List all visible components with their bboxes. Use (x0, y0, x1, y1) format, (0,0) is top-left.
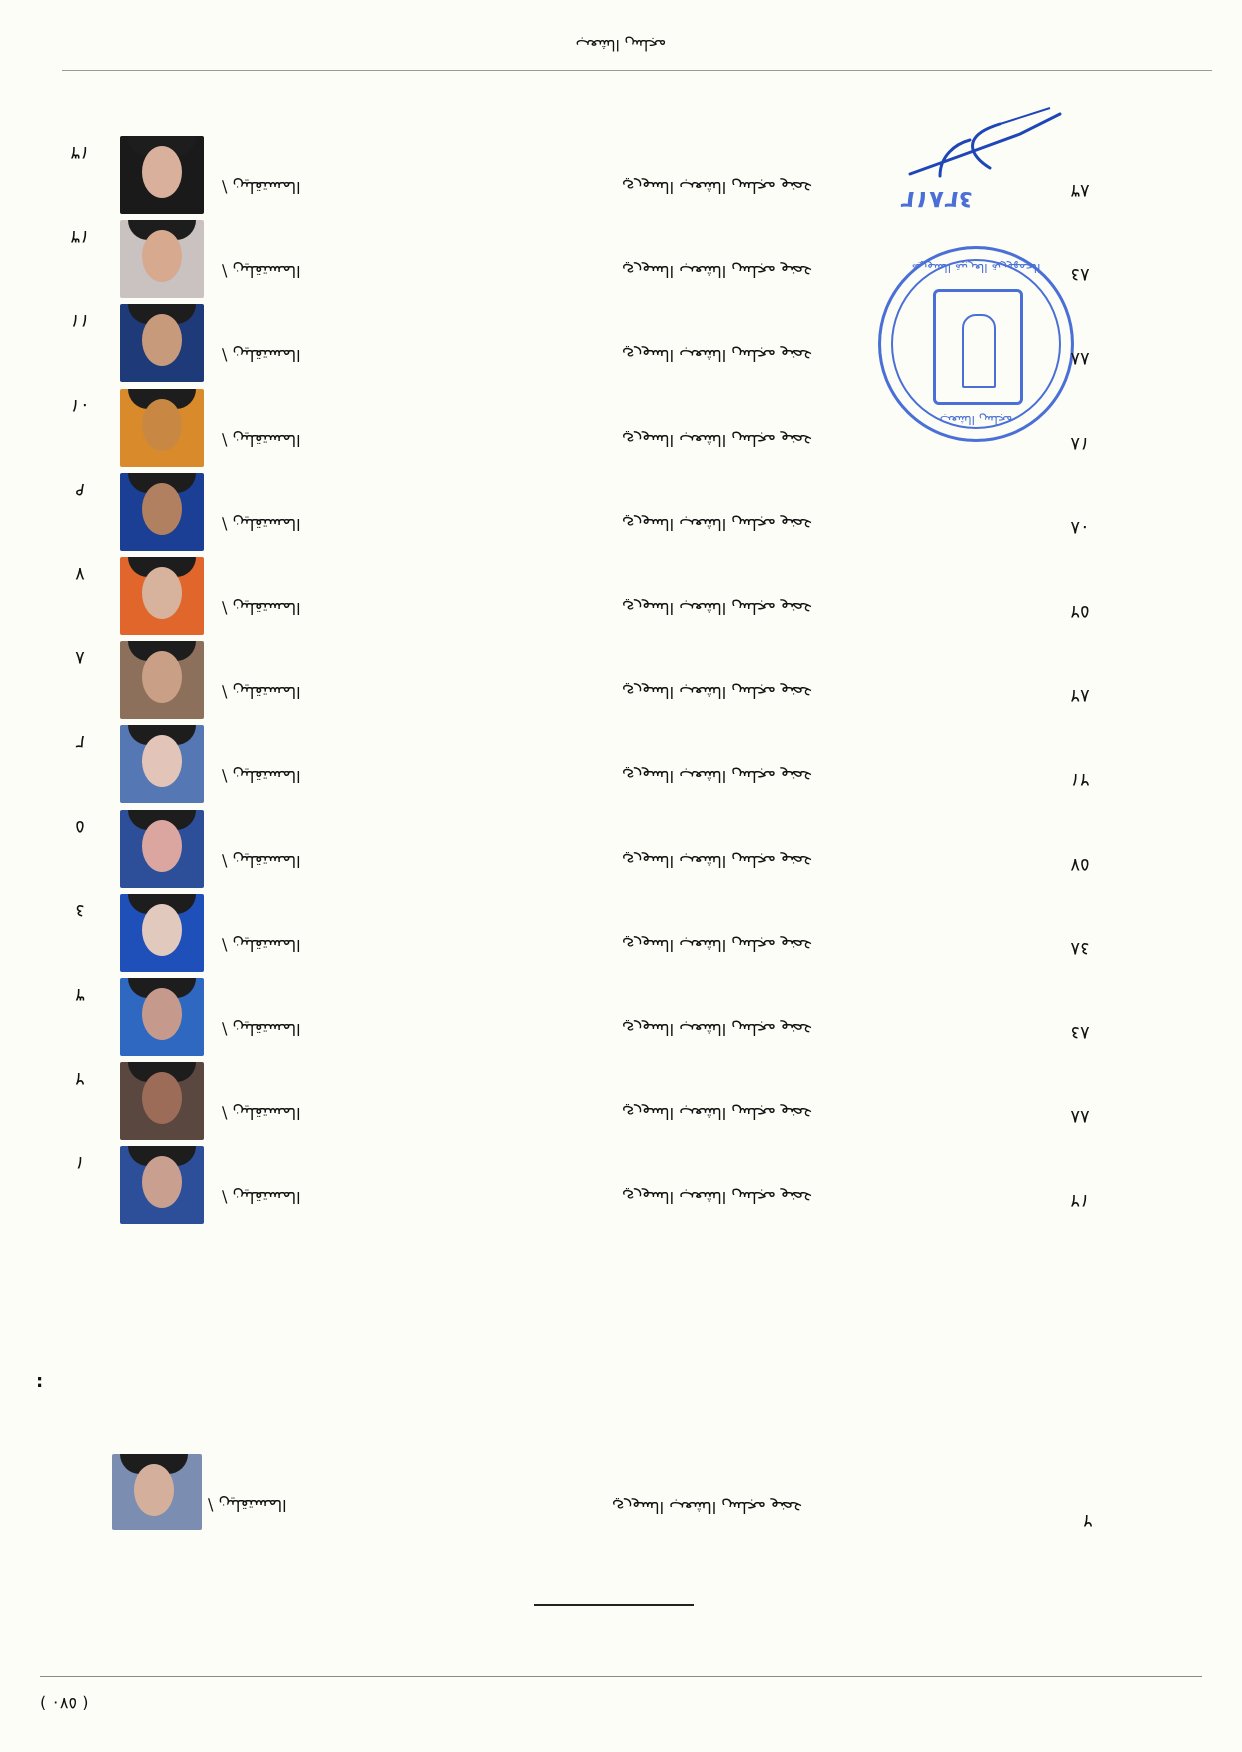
photo-face-shape (142, 651, 182, 703)
member-photo (120, 304, 204, 382)
member-role: / المستقلين (222, 599, 301, 618)
member-code: ٤٨ (1070, 1022, 1090, 1043)
member-code: ٣٨ (1070, 180, 1090, 201)
photo-face-shape (142, 567, 182, 619)
stamp-number: ٦١٨٦٤ (900, 186, 974, 214)
row-sequence-number: ٥ (75, 815, 85, 837)
member-code: ٢٥ (1070, 601, 1090, 622)
member-code: ٨٨ (1070, 348, 1090, 370)
row-sequence-number: ٢ (75, 1068, 85, 1090)
member-photo (120, 1062, 204, 1140)
row-sequence-number: ٣١ (70, 226, 90, 248)
member-org: عضو مجلس الشعب السوري (622, 430, 813, 450)
member-code: ٢٨ (1070, 685, 1090, 707)
bottom-rule (40, 1676, 1202, 1677)
row-sequence-number: ٣ (75, 984, 85, 1005)
photo-face-shape (142, 146, 182, 198)
member-row (0, 978, 1242, 1072)
member-role: / المستقلين (222, 178, 301, 197)
running-head: مجلس الشعب (575, 36, 667, 54)
member-role: / المستقلين (222, 683, 301, 703)
member-org: عضو مجلس الشعب السوري (622, 683, 813, 703)
member-photo (120, 641, 204, 719)
photo-face-shape (142, 399, 182, 451)
member-org: عضو مجلس الشعب السوري (622, 1104, 813, 1124)
row-sequence-number: ١١ (70, 310, 90, 332)
member-org: عضو مجلس الشعب السوري (622, 935, 813, 955)
member-code: ٤٨ (1070, 264, 1090, 286)
top-rule (62, 70, 1212, 71)
member-org: عضو مجلس الشعب السوري (622, 1020, 813, 1039)
member-code: ٧٥ (1070, 853, 1090, 875)
note-line: : (36, 1372, 44, 1393)
member-role: / المستقلين (222, 262, 301, 282)
member-photo (120, 810, 204, 888)
member-row (0, 810, 1242, 904)
photo-face-shape (134, 1464, 174, 1516)
member-photo (120, 894, 204, 972)
member-row (0, 641, 1242, 735)
member-org: عضو مجلس الشعب السوري (622, 851, 813, 871)
photo-face-shape (142, 988, 182, 1040)
photo-face-shape (142, 230, 182, 282)
member-role: / المستقلين (222, 851, 301, 871)
member-row (0, 557, 1242, 651)
member-photo (120, 725, 204, 803)
member-photo (120, 1146, 204, 1224)
row-sequence-number: ٣١ (70, 142, 90, 163)
member-role: / المستقلين (222, 1104, 301, 1124)
photo-face-shape (142, 820, 182, 872)
footer-left: ( ٠٧٥ ) (40, 1694, 89, 1713)
member-code: ٨٨ (1070, 1106, 1090, 1128)
member-photo (120, 978, 204, 1056)
signatory-rule (534, 1604, 694, 1606)
row-sequence-number: ٦ (75, 731, 85, 753)
member-row (0, 1146, 1242, 1240)
member-org: عضو مجلس الشعب السوري (622, 1188, 813, 1208)
member-code: ٨٠ (1070, 516, 1090, 538)
member-role: / المستقلين (222, 430, 301, 450)
member-code: ٨١ (1070, 432, 1090, 454)
member-row (0, 894, 1242, 988)
member-row (0, 220, 1242, 314)
photo-face-shape (142, 904, 182, 956)
photo-face-shape (142, 735, 182, 787)
member-row (0, 725, 1242, 819)
member-org: عضو مجلس الشعب السوري (622, 346, 813, 366)
member-role: / المستقلين (222, 346, 301, 366)
row-sequence-number: ٨ (75, 647, 85, 669)
row-sequence-number: ٤ (75, 899, 85, 921)
member-photo (120, 389, 204, 467)
final-member-row (0, 1452, 1242, 1552)
row-sequence-number: ٩ (75, 478, 85, 500)
member-org: عضو مجلس الشعب السوري (622, 178, 813, 197)
row-sequence-number: ١٠ (70, 394, 90, 416)
member-row (0, 473, 1242, 567)
member-code: ٢ (1083, 1510, 1093, 1531)
member-role: / المستقلين (208, 1496, 287, 1515)
member-photo (120, 557, 204, 635)
member-role: / المستقلين (222, 514, 301, 534)
member-org: عضو مجلس الشعب السوري (622, 262, 813, 282)
member-org: عضو مجلس الشعب السوري (622, 767, 813, 787)
member-row (0, 389, 1242, 483)
photo-face-shape (142, 314, 182, 366)
member-role: / المستقلين (222, 1020, 301, 1039)
member-code: ٢١ (1070, 1190, 1090, 1212)
photo-face-shape (142, 483, 182, 535)
member-row (0, 1062, 1242, 1156)
member-row (0, 136, 1242, 230)
member-role: / المستقلين (222, 1188, 301, 1208)
member-code: ١٢ (1070, 769, 1090, 791)
member-org: عضو مجلس الشعب السوري (622, 599, 813, 618)
member-photo (120, 136, 204, 214)
member-org: عضو مجلس الشعب السوري (622, 514, 813, 534)
member-code: ٨٤ (1070, 937, 1090, 959)
photo-face-shape (142, 1072, 182, 1124)
member-photo (112, 1454, 202, 1530)
row-sequence-number: ٧ (75, 563, 85, 584)
member-role: / المستقلين (222, 935, 301, 955)
row-sequence-number: ١ (75, 1152, 85, 1174)
member-photo (120, 220, 204, 298)
seal-text-top: الجمهورية العربية السورية (911, 261, 1041, 275)
member-org: عضو مجلس الشعب السوري (612, 1498, 803, 1517)
member-photo (120, 473, 204, 551)
photo-face-shape (142, 1156, 182, 1208)
member-row (0, 304, 1242, 398)
member-role: / المستقلين (222, 767, 301, 787)
seal-text-bottom: مجلس الشعب (939, 413, 1013, 427)
